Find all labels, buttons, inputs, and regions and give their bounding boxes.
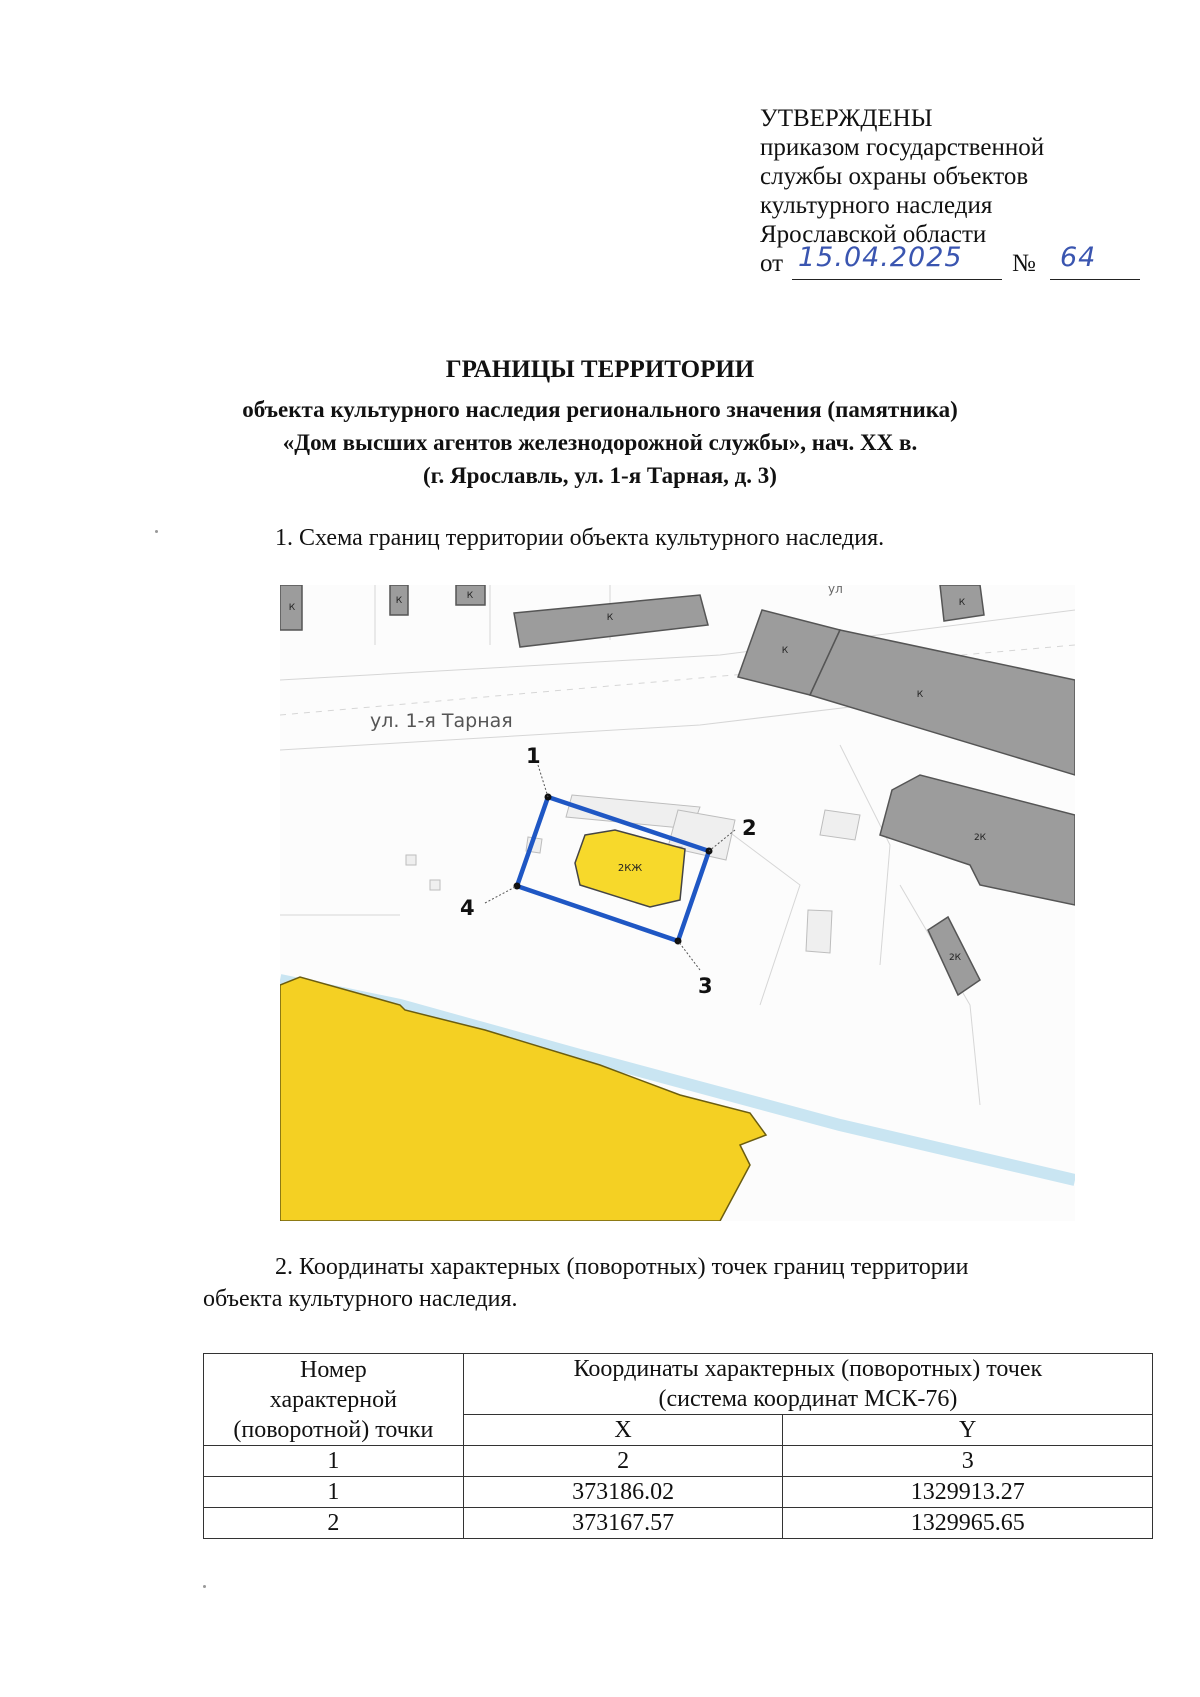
subtitle-line: (г. Ярославль, ул. 1-я Тарная, д. 3) xyxy=(423,463,777,488)
building-label: К xyxy=(781,646,789,656)
section-2-heading xyxy=(203,1251,1153,1315)
building-label: К xyxy=(606,613,614,623)
building-label: К xyxy=(958,598,966,608)
coord-x: 373167.57 xyxy=(463,1508,783,1539)
street-label-top: ул xyxy=(828,585,843,596)
header-text: Номер xyxy=(300,1356,367,1383)
subtitle-line: объекта культурного наследия регионального значения (памятника) xyxy=(242,397,958,422)
building-label: 2К xyxy=(973,833,987,843)
point-number: 1 xyxy=(204,1477,464,1508)
approval-heading: УТВЕРЖДЕНЫ xyxy=(760,105,933,132)
object-label: 2КЖ xyxy=(617,863,643,874)
header-y: Y xyxy=(783,1415,1153,1446)
date-underline xyxy=(792,279,1002,280)
index-cell: 1 xyxy=(204,1446,464,1477)
building-label: К xyxy=(395,596,403,606)
coordinates-table xyxy=(203,1353,1153,1539)
vertex-label-1: 1 xyxy=(526,744,541,768)
table-row xyxy=(204,1477,1153,1508)
approval-line: службы охраны объектов xyxy=(760,163,1029,190)
handwritten-date: 15.04.2025 xyxy=(798,242,963,273)
building-label: 2К xyxy=(948,953,962,963)
coord-x: 373186.02 xyxy=(463,1477,783,1508)
vertex-label-2: 2 xyxy=(742,816,757,840)
index-cell: 3 xyxy=(783,1446,1153,1477)
header-text: Координаты характерных (поворотных) точек xyxy=(573,1356,1043,1382)
document-title: ГРАНИЦЫ ТЕРРИТОРИИ xyxy=(445,356,755,383)
document-subtitle xyxy=(0,393,1200,492)
header-x: X xyxy=(463,1415,783,1446)
header-text: характерной xyxy=(269,1386,397,1413)
section-2-line: 2. Координаты характерных (поворотных) точек границ территории xyxy=(275,1254,969,1280)
building-label: К xyxy=(288,603,296,613)
street-label: ул. 1-я Тарная xyxy=(370,710,513,732)
approval-line: приказом государственной xyxy=(760,134,1045,161)
header-coordinates xyxy=(463,1354,1152,1415)
approval-date-row xyxy=(760,242,1160,281)
header-text: (система координат МСК-76) xyxy=(658,1386,958,1412)
subtitle-line: «Дом высших агентов железнодорожной службы», нач. XX в. xyxy=(282,430,918,455)
section-1-heading: 1. Схема границ территории объекта культурного наследия. xyxy=(275,525,885,551)
date-label: от xyxy=(760,250,784,277)
vertex-label-3: 3 xyxy=(698,974,713,998)
building-label: К xyxy=(916,690,924,700)
scan-speck xyxy=(203,1585,206,1588)
number-underline xyxy=(1050,279,1140,280)
header-point-number xyxy=(204,1354,464,1446)
vertex-label-4: 4 xyxy=(460,896,475,920)
section-2-line: объекта культурного наследия. xyxy=(203,1286,518,1312)
header-text: (поворотной) точки xyxy=(233,1416,434,1443)
index-cell: 2 xyxy=(463,1446,783,1477)
number-label: № xyxy=(1012,250,1036,277)
table-index-row xyxy=(204,1446,1153,1477)
table-row xyxy=(204,1508,1153,1539)
approval-line: Ярославской области xyxy=(760,221,987,248)
coord-y: 1329965.65 xyxy=(783,1508,1153,1539)
table-header-row xyxy=(204,1354,1153,1415)
scan-speck xyxy=(155,530,158,533)
coord-y: 1329913.27 xyxy=(783,1477,1153,1508)
handwritten-number: 64 xyxy=(1060,242,1097,273)
boundary-map xyxy=(280,585,1075,1221)
approval-block xyxy=(760,104,1160,281)
point-number: 2 xyxy=(204,1508,464,1539)
building-label: К xyxy=(466,591,474,601)
approval-line: культурного наследия xyxy=(760,192,993,219)
